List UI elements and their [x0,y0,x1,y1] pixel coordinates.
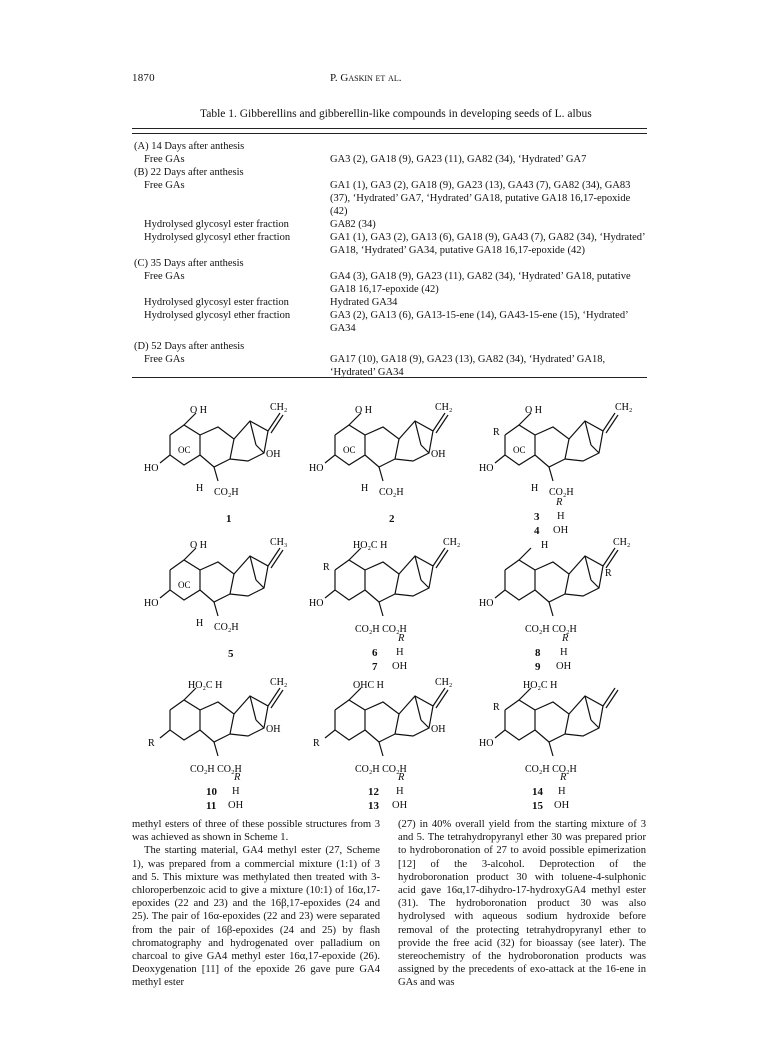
svg-text:CO₂H: CO₂H [214,487,239,498]
svg-text:HO: HO [144,598,159,609]
compound-label-10: 10 [206,786,217,798]
svg-text:CH₂: CH₂ [435,402,453,413]
svg-text:R: R [493,702,500,713]
running-header-authors: P. Gaskin et al. [330,72,402,84]
compound-label-4: 4 [534,525,540,537]
structure-12-13 [313,677,452,775]
svg-text:R: R [323,562,330,573]
r-value: H [396,786,404,797]
svg-text:CH₃: CH₃ [270,537,288,548]
structure-1 [144,402,287,498]
svg-text:CH₂: CH₂ [270,677,288,688]
svg-text:O H: O H [355,405,372,416]
svg-text:CH₂: CH₂ [443,537,461,548]
svg-text:CO₂H CO₂H: CO₂H CO₂H [355,764,407,775]
structure-6-7 [309,537,460,635]
svg-text:OH: OH [431,724,446,735]
r-header: R [398,633,405,644]
table-row: (C) 35 Days after anthesis [134,258,244,269]
svg-text:OH: OH [266,449,281,460]
structure-3-4 [479,402,632,498]
table-row: Hydrolysed glycosyl ether fraction GA3 (2), GA13 (6), GA13-15-ene (14), GA43-15-ene (15), ‘Hydrated’ GA34 [144,310,628,334]
compound-label-7: 7 [372,661,378,673]
compound-label-11: 11 [206,800,217,812]
table-row: Hydrolysed glycosyl ether fraction GA1 (1), GA3 (2), GA13 (6), GA18 (9), GA43 (7), GA82 (34), ‘Hydrated’ GA18, ‘Hydrated’ GA34, putative GA18 16,17-epoxide (42) [144,232,645,256]
svg-text:HO: HO [479,598,494,609]
r-header: R [560,772,567,783]
body-column-right [398,818,646,990]
compound-label-5: 5 [228,648,234,660]
r-value: OH [556,661,572,672]
svg-text:H: H [531,483,539,494]
svg-text:CO₂H: CO₂H [549,487,574,498]
svg-text:HO: HO [309,463,324,474]
structure-10-11 [148,677,287,775]
svg-text:H: H [196,618,204,629]
table-row: (D) 52 Days after anthesis [134,341,245,352]
r-value: OH [553,525,569,536]
r-value: OH [392,800,408,811]
compound-label-12: 12 [368,786,379,798]
compound-label-9: 9 [535,661,541,673]
compound-label-3: 3 [534,511,540,523]
svg-text:O H: O H [190,540,207,551]
svg-text:O H: O H [525,405,542,416]
r-header: R [556,497,563,508]
table-row: (B) 22 Days after anthesis [134,167,244,178]
r-value: H [396,647,404,658]
table-row: Free GAs GA4 (3), GA18 (9), GA23 (11), GA82 (34), ‘Hydrated’ GA18, putative GA18 16,17-epoxide (42) [144,271,631,295]
svg-text:OHC H: OHC H [353,680,384,691]
compound-label-1: 1 [226,513,232,525]
structure-2 [309,402,452,498]
paragraph: (27) in 40% overall yield from the starting mixture of 3 and 5. The tetrahydropyranyl ether 30 was prepared prior to hydroboronation of 27 to avoid possible epimerization [12] of the 3-alcohol. Deprotection of the hydroboronation product 30 with toluene-4-sulphonic acid gave 16α,17-dihydro-17-hydroxyGA4 methyl ester (31). The hydroboronation product 30 was also hydrolysed with aqueous sodium hydroxide before removal of the protecting tetrahydropyranyl ether to provide the free acid (32) for bioassay (see later). The stereochemistry of the hydroboronation products was assigned by the precedents of exo-attack at the 16-ene in GAs and was [398,819,646,989]
r-value: H [232,786,240,797]
svg-text:HO₂C H: HO₂C H [188,680,223,691]
svg-text:O H: O H [190,405,207,416]
r-value: OH [392,661,408,672]
r-value: OH [554,800,570,811]
r-value: OH [228,800,244,811]
svg-text:OC: OC [178,445,191,455]
svg-text:HO: HO [309,598,324,609]
svg-text:CH₂: CH₂ [435,677,453,688]
table-top-rule [132,128,647,129]
svg-text:CO₂H: CO₂H [214,622,239,633]
structure-14-15 [479,680,618,775]
r-header: R [234,772,241,783]
table-row: Free GAs GA3 (2), GA18 (9), GA23 (11), GA82 (34), ‘Hydrated’ GA7 [144,154,587,165]
svg-text:CO₂H CO₂H: CO₂H CO₂H [190,764,242,775]
svg-text:R: R [605,568,612,579]
svg-text:CO₂H CO₂H: CO₂H CO₂H [525,624,577,635]
structure-8-9 [479,537,630,635]
svg-text:OH: OH [431,449,446,460]
r-value: H [560,647,568,658]
svg-text:HO: HO [479,738,494,749]
r-header: R [398,772,405,783]
svg-text:OC: OC [343,445,356,455]
svg-text:CH₂: CH₂ [615,402,633,413]
svg-text:R: R [313,738,320,749]
table-row: (A) 14 Days after anthesis [134,141,245,152]
svg-text:HO₂C H: HO₂C H [353,540,388,551]
svg-text:CO₂H: CO₂H [379,487,404,498]
structure-5 [144,537,287,633]
compound-label-14: 14 [532,786,543,798]
paragraph: The starting material, GA4 methyl ester (27, Scheme 1), was prepared from a commercial mixture (1:1) of 3 and 5. This mixture was methylated then treated with 3-chloroperbenzoic acid to give a mixture (10:1) of 16α,17-epoxides (22 and 23) and the 16β,17-epoxides (24 and 25). The pair of 16α-epoxides (22 and 23) were separated from the pair of 16β-epoxides (24 and 25) by flash chromatography and hydrogenated over palladium on charcoal to give GA4 methyl ester 16α,17-epoxide (26). Deoxygenation [11] of the epoxide 26 gave pure GA4 methyl ester [132,845,380,989]
svg-text:HO: HO [479,463,494,474]
svg-text:H: H [541,540,549,551]
table-bottom-rule [132,377,647,378]
body-column-left [132,818,380,990]
svg-text:H: H [196,483,204,494]
svg-text:OC: OC [513,445,526,455]
svg-text:CO₂H CO₂H: CO₂H CO₂H [355,624,407,635]
table-caption: Table 1. Gibberellins and gibberellin-like compounds in developing seeds of L. albus [200,108,592,120]
table-row: Free GAs GA17 (10), GA18 (9), GA23 (13), GA82 (34), ‘Hydrated’ GA18, ‘Hydrated’ GA34 [144,354,606,378]
table-top-rule-2 [132,133,647,134]
svg-text:CH₂: CH₂ [270,402,288,413]
svg-text:CH₂: CH₂ [613,537,631,548]
r-header: R [562,633,569,644]
svg-text:R: R [148,738,155,749]
compound-label-2: 2 [389,513,395,525]
structure-drawings [130,385,650,805]
r-value: H [557,511,565,522]
table-row: Free GAs GA1 (1), GA3 (2), GA18 (9), GA23 (13), GA43 (7), GA82 (34), GA83 (37), ‘Hydrated’ GA7, ‘Hydrated’ GA18, putative GA18 16,17-epoxide (42) [144,180,631,217]
page-number: 1870 [132,72,155,84]
table-row: Hydrolysed glycosyl ester fraction Hydrated GA34 [144,297,398,308]
svg-text:CO₂H CO₂H: CO₂H CO₂H [525,764,577,775]
compound-label-6: 6 [372,647,378,659]
svg-text:OH: OH [266,724,281,735]
gibberellin-table [134,140,646,379]
compound-label-8: 8 [535,647,541,659]
svg-text:HO: HO [144,463,159,474]
svg-text:R: R [493,427,500,438]
svg-text:OC: OC [178,580,191,590]
r-value: H [558,786,566,797]
svg-text:HO₂C H: HO₂C H [523,680,558,691]
svg-text:H: H [361,483,369,494]
compound-label-13: 13 [368,800,379,812]
table-row: Hydrolysed glycosyl ester fraction GA82 (34) [144,219,376,230]
compound-label-15: 15 [532,800,543,812]
paragraph: methyl esters of three of these possible structures from 3 was achieved as shown in Scheme 1. [132,819,380,844]
